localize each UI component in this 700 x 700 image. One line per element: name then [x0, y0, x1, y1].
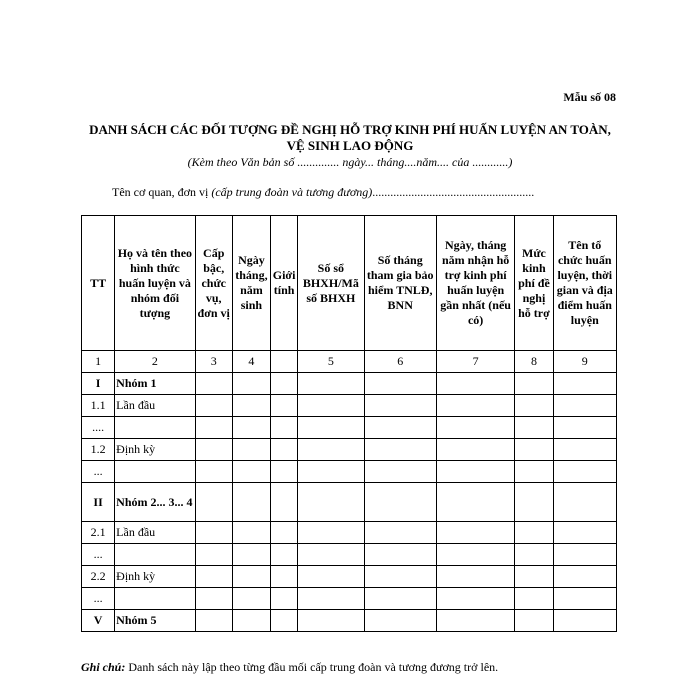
- row-name-cell: Nhóm 5: [115, 610, 195, 632]
- empty-cell: [232, 588, 270, 610]
- row-index-cell: 2.1: [82, 522, 115, 544]
- row-index-cell: ...: [82, 461, 115, 483]
- row-name-cell: Định kỳ: [115, 566, 195, 588]
- empty-cell: [364, 417, 436, 439]
- row-index-cell: ...: [82, 588, 115, 610]
- empty-cell: [195, 544, 232, 566]
- empty-cell: [195, 522, 232, 544]
- table-row: [82, 461, 617, 483]
- empty-cell: [515, 610, 553, 632]
- footnote: [81, 660, 498, 675]
- empty-cell: [195, 417, 232, 439]
- empty-cell: [232, 461, 270, 483]
- empty-cell: [232, 483, 270, 522]
- table-row: [82, 395, 617, 417]
- empty-cell: [436, 439, 514, 461]
- column-number: 5: [298, 351, 364, 373]
- row-index-cell: ....: [82, 417, 115, 439]
- empty-cell: [553, 461, 616, 483]
- empty-cell: [553, 610, 616, 632]
- row-name-cell: Định kỳ: [115, 439, 195, 461]
- empty-cell: [364, 544, 436, 566]
- empty-cell: [195, 373, 232, 395]
- empty-cell: [271, 610, 298, 632]
- empty-cell: [298, 417, 364, 439]
- group-row: [82, 610, 617, 632]
- column-number: 6: [364, 351, 436, 373]
- empty-cell: [364, 522, 436, 544]
- empty-cell: [298, 610, 364, 632]
- empty-cell: [195, 395, 232, 417]
- table-row: [82, 417, 617, 439]
- row-name-cell: Lần đầu: [115, 522, 195, 544]
- empty-cell: [364, 588, 436, 610]
- empty-cell: [271, 522, 298, 544]
- row-name-cell: Nhóm 1: [115, 373, 195, 395]
- column-number: 7: [436, 351, 514, 373]
- agency-hint: (cấp trung đoàn và tương đương): [211, 185, 373, 199]
- empty-cell: [364, 461, 436, 483]
- header-row: [82, 216, 617, 351]
- empty-cell: [195, 483, 232, 522]
- empty-cell: [553, 544, 616, 566]
- empty-cell: [364, 439, 436, 461]
- footnote-text: Danh sách này lập theo từng đầu mối cấp trung đoàn và tương đương trở lên.: [125, 660, 499, 674]
- empty-cell: [271, 483, 298, 522]
- empty-cell: [271, 373, 298, 395]
- row-name-cell: [115, 417, 195, 439]
- table-row: [82, 588, 617, 610]
- header-cell-rank: Cấp bậc, chức vụ, đơn vị: [195, 216, 232, 351]
- column-number: 4: [232, 351, 270, 373]
- column-number: 2: [115, 351, 195, 373]
- empty-cell: [515, 373, 553, 395]
- empty-cell: [553, 439, 616, 461]
- document-title: DANH SÁCH CÁC ĐỐI TƯỢNG ĐỀ NGHỊ HỖ TRỢ KINH PHÍ HUẤN LUYỆN AN TOÀN, VỆ SINH LAO ĐỘNG: [89, 122, 611, 153]
- empty-cell: [232, 439, 270, 461]
- row-index-cell: 1.2: [82, 439, 115, 461]
- header-cell-tt: TT: [82, 216, 115, 351]
- empty-cell: [364, 566, 436, 588]
- column-number: 9: [553, 351, 616, 373]
- empty-cell: [298, 373, 364, 395]
- empty-cell: [436, 417, 514, 439]
- empty-cell: [298, 566, 364, 588]
- row-index-cell: 1.1: [82, 395, 115, 417]
- column-number-row: [82, 351, 617, 373]
- empty-cell: [195, 566, 232, 588]
- row-index-cell: 2.2: [82, 566, 115, 588]
- empty-cell: [195, 588, 232, 610]
- empty-cell: [436, 544, 514, 566]
- empty-cell: [553, 588, 616, 610]
- table-row: [82, 544, 617, 566]
- row-name-cell: [115, 588, 195, 610]
- empty-cell: [298, 439, 364, 461]
- empty-cell: [232, 373, 270, 395]
- empty-cell: [436, 566, 514, 588]
- empty-cell: [271, 461, 298, 483]
- table-row: [82, 566, 617, 588]
- empty-cell: [515, 483, 553, 522]
- empty-cell: [436, 483, 514, 522]
- empty-cell: [436, 461, 514, 483]
- empty-cell: [232, 544, 270, 566]
- empty-cell: [553, 395, 616, 417]
- header-cell-name: Họ và tên theo hình thức huấn luyện và nhóm đối tượng: [115, 216, 195, 351]
- empty-cell: [232, 417, 270, 439]
- empty-cell: [515, 461, 553, 483]
- empty-cell: [515, 439, 553, 461]
- agency-fill-dots: ......................................................: [372, 185, 535, 199]
- row-index-cell: I: [82, 373, 115, 395]
- group-row: [82, 373, 617, 395]
- empty-cell: [364, 483, 436, 522]
- column-number: [271, 351, 298, 373]
- empty-cell: [298, 395, 364, 417]
- empty-cell: [436, 395, 514, 417]
- empty-cell: [436, 373, 514, 395]
- header-cell-months-insured: Số tháng tham gia bảo hiểm TNLĐ, BNN: [364, 216, 436, 351]
- empty-cell: [232, 610, 270, 632]
- roster-body: [82, 373, 617, 632]
- roster-table: [81, 215, 617, 632]
- row-index-cell: II: [82, 483, 115, 522]
- empty-cell: [271, 588, 298, 610]
- empty-cell: [553, 522, 616, 544]
- empty-cell: [195, 461, 232, 483]
- row-name-cell: Nhóm 2... 3... 4: [115, 483, 195, 522]
- empty-cell: [515, 566, 553, 588]
- agency-label: Tên cơ quan, đơn vị: [112, 185, 212, 199]
- header-cell-requested-amount: Mức kinh phí đề nghị hỗ trợ: [515, 216, 553, 351]
- row-name-cell: [115, 544, 195, 566]
- table-row: [82, 522, 617, 544]
- header-cell-gender: Giới tính: [271, 216, 298, 351]
- empty-cell: [232, 522, 270, 544]
- empty-cell: [553, 483, 616, 522]
- empty-cell: [364, 610, 436, 632]
- empty-cell: [195, 439, 232, 461]
- empty-cell: [515, 522, 553, 544]
- empty-cell: [364, 395, 436, 417]
- row-index-cell: V: [82, 610, 115, 632]
- empty-cell: [271, 417, 298, 439]
- empty-cell: [553, 373, 616, 395]
- header-cell-training-org: Tên tổ chức huấn luyện, thời gian và địa điểm huấn luyện: [553, 216, 616, 351]
- table-row: [82, 439, 617, 461]
- empty-cell: [515, 544, 553, 566]
- empty-cell: [553, 566, 616, 588]
- empty-cell: [436, 610, 514, 632]
- form-code: Mẫu số 08: [563, 90, 616, 104]
- empty-cell: [298, 544, 364, 566]
- footnote-label: Ghi chú:: [81, 660, 126, 674]
- empty-cell: [195, 610, 232, 632]
- column-number: 1: [82, 351, 115, 373]
- document-subtitle: (Kèm theo Văn bản số .............. ngày... tháng....năm.... của ............): [187, 155, 513, 169]
- group-row: [82, 483, 617, 522]
- empty-cell: [298, 483, 364, 522]
- header-cell-birthdate: Ngày tháng, năm sinh: [232, 216, 270, 351]
- empty-cell: [436, 588, 514, 610]
- row-index-cell: ...: [82, 544, 115, 566]
- empty-cell: [515, 395, 553, 417]
- row-name-cell: Lần đầu: [115, 395, 195, 417]
- column-number: 8: [515, 351, 553, 373]
- empty-cell: [553, 417, 616, 439]
- empty-cell: [298, 522, 364, 544]
- empty-cell: [515, 588, 553, 610]
- empty-cell: [271, 544, 298, 566]
- header-cell-insurance-number: Số sổ BHXH/Mã số BHXH: [298, 216, 364, 351]
- empty-cell: [364, 373, 436, 395]
- empty-cell: [271, 566, 298, 588]
- header-cell-last-support-date: Ngày, tháng năm nhận hỗ trợ kinh phí huấn luyện gần nhất (nếu có): [436, 216, 514, 351]
- empty-cell: [271, 395, 298, 417]
- agency-line: [112, 185, 534, 200]
- empty-cell: [232, 395, 270, 417]
- empty-cell: [271, 439, 298, 461]
- empty-cell: [232, 566, 270, 588]
- row-name-cell: [115, 461, 195, 483]
- empty-cell: [515, 417, 553, 439]
- column-number: 3: [195, 351, 232, 373]
- empty-cell: [436, 522, 514, 544]
- empty-cell: [298, 588, 364, 610]
- empty-cell: [298, 461, 364, 483]
